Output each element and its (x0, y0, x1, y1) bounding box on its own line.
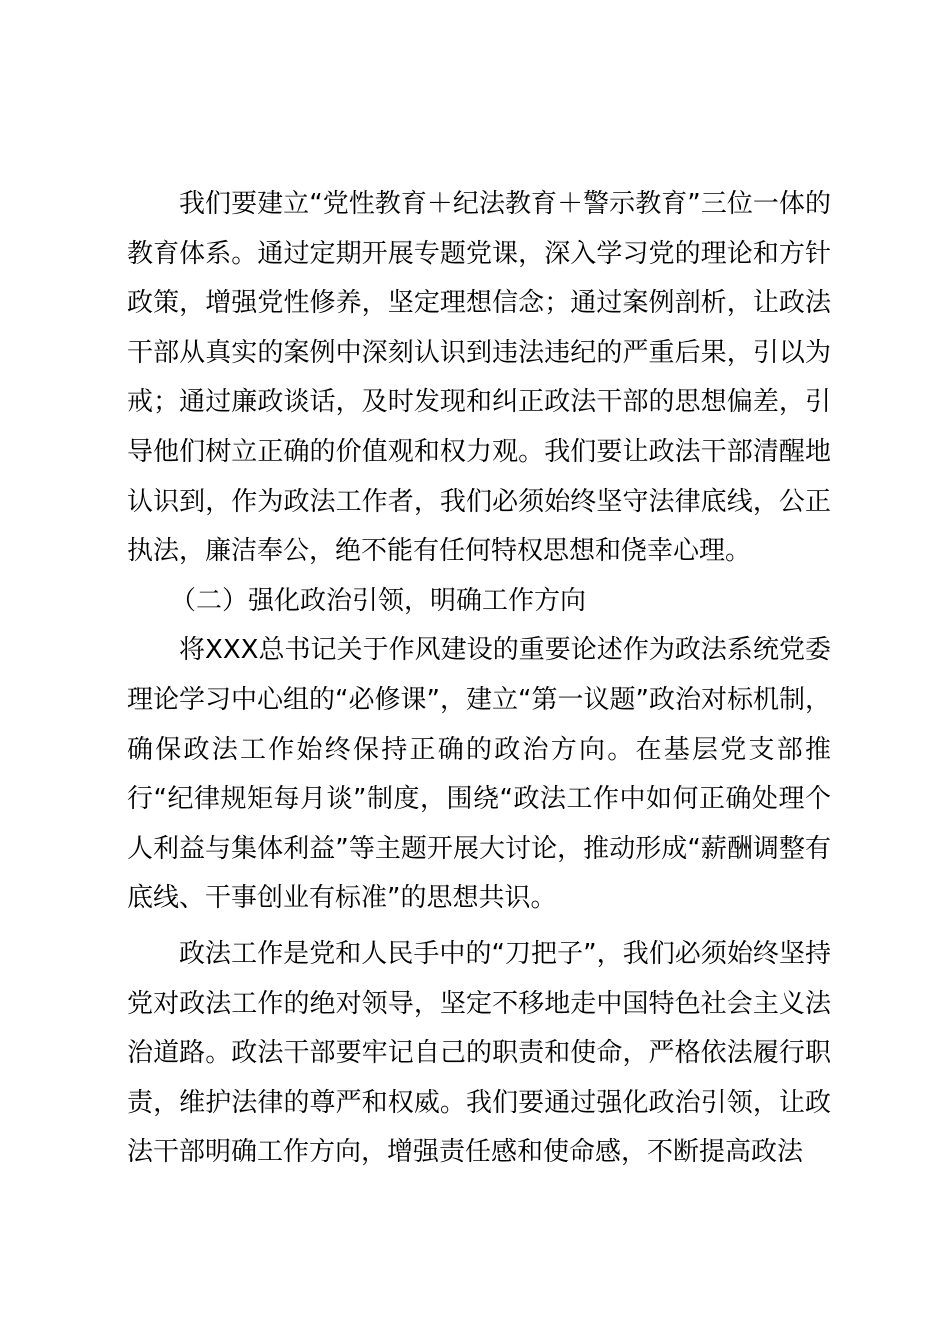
paragraph-political-study: 将XXX总书记关于作风建设的重要论述作为政法系统党委理论学习中心组的“必修课”，建立“第一议题”政治对标机制，确保政法工作始终保持正确的政治方向。在基层党支部推行“纪律规矩每月谈”制度，围绕“政法工作中如何正确处理个人利益与集体利益”等主题开展大讨论，推动形成“薪酬调整有底线、干事创业有标准”的思想共识。 (127, 635, 831, 914)
section-heading: （二）强化政治引领，明确工作方向 (170, 585, 587, 616)
document-page (127, 180, 831, 1178)
paragraph-education-system: 我们要建立“党性教育＋纪法教育＋警示教育”三位一体的教育体系。通过定期开展专题党课，深入学习党的理论和方针政策，增强党性修养，坚定理想信念；通过案例剖析，让政法干部从真实的案例中深刻认识到违法违纪的严重后果，引以为戒；通过廉政谈话，及时发现和纠正政法干部的思想偏差，引导他们树立正确的价值观和权力观。我们要让政法干部清醒地认识到，作为政法工作者，我们必须始终坚守法律底线，公正执法，廉洁奉公，绝不能有任何特权思想和侥幸心理。 (127, 189, 831, 567)
paragraph-political-leadership: 政法工作是党和人民手中的“刀把子”，我们必须始终坚持党对政法工作的绝对领导，坚定不移地走中国特色社会主义法治道路。政法干部要牢记自己的职责和使命，严格依法履行职责，维护法律的尊严和权威。我们要通过强化政治引领，让政法干部明确工作方向，增强责任感和使命感，不断提高政法 (127, 938, 831, 1168)
